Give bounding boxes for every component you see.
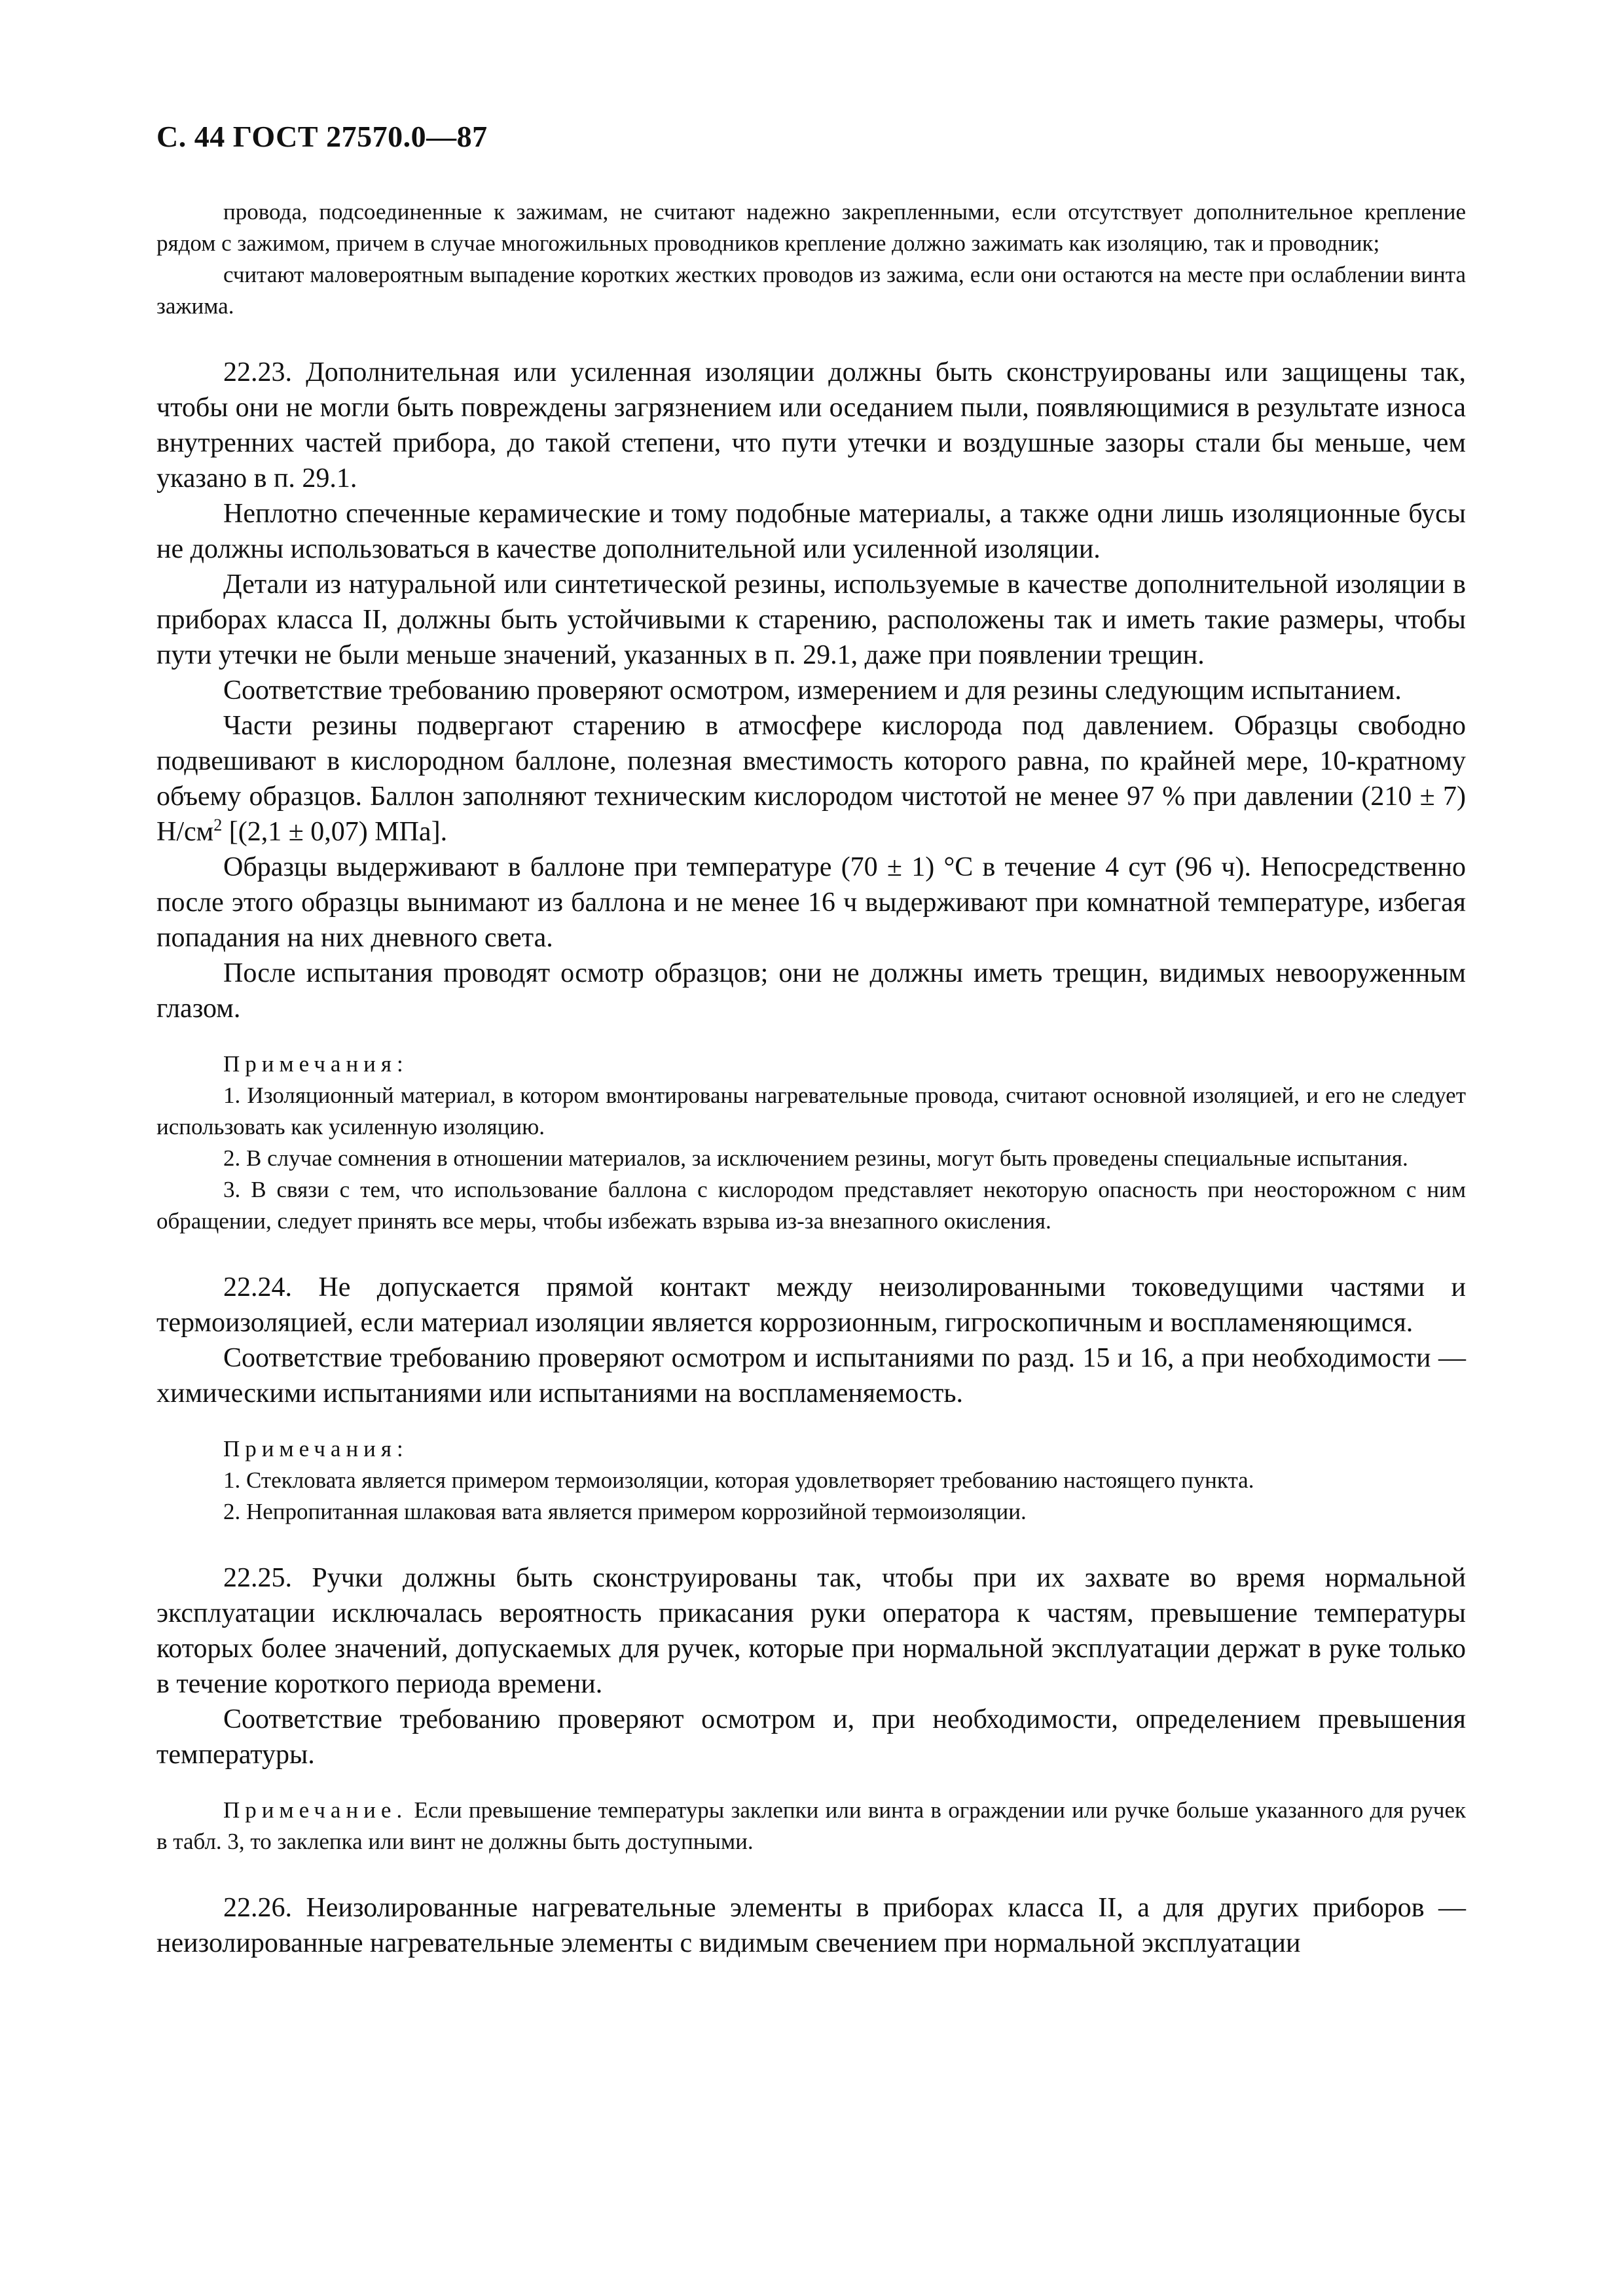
clause-22-23-paragraph-5-tail: [(2,1 ± 0,07) МПа]. xyxy=(222,817,448,847)
intro-paragraph-1: провода, подсоединенные к зажимам, не считают надежно закрепленными, если отсутствует дополнительное крепление рядом с зажимом, причем в случае многожильных проводников крепление должно зажимать как изоляцию, так и проводник; xyxy=(156,199,1466,256)
page-header: С. 44 ГОСТ 27570.0—87 xyxy=(156,120,488,153)
clause-22-23-paragraph-4: Соответствие требованию проверяют осмотром, измерением и для резины следующим испытанием. xyxy=(223,675,1402,706)
note-item: 2. В случае сомнения в отношении материалов, за исключением резины, могут быть проведены специальные испытания. xyxy=(223,1145,1408,1171)
note-item: 1. Стекловата является примером термоизоляции, которая удовлетворяет требованию настоящего пункта. xyxy=(223,1467,1254,1493)
note-item: 3. В связи с тем, что использование баллона с кислородом представляет некоторую опасность при неосторожном с ним обращении, следует принять все меры, чтобы избежать взрыва из-за внезапного окисления. xyxy=(156,1177,1466,1234)
clause-22-23-paragraph-3: Детали из натуральной или синтетической резины, используемые в качестве дополнительной изоляции в приборах класса II, должны быть устойчивыми к старению, расположены так и иметь такие размеры, чтобы пути утечки не были меньше значений, указанных в п. 29.1, даже при появлении трещин. xyxy=(156,569,1466,670)
clause-22-25-paragraph-2: Соответствие требованию проверяют осмотром и, при необходимости, определением превышения температуры. xyxy=(156,1704,1466,1770)
clause-22-23-paragraph-1: 22.23. Дополнительная или усиленная изоляции должны быть сконструированы или защищены так, чтобы они не могли быть повреждены загрязнением или оседанием пыли, появляющимися в результате износа внутренних частей прибора, до такой степени, что пути утечки и воздушные зазоры стали бы меньше, чем указано в п. 29.1. xyxy=(156,357,1466,493)
clause-22-26-paragraph-1: 22.26. Неизолированные нагревательные элементы в приборах класса II, а для других приборов — неизолированные нагревательные элементы с видимым свечением при нормальной эксплуатации xyxy=(156,1893,1466,1958)
note-label: Примечание. xyxy=(223,1797,408,1823)
clause-22-25-note xyxy=(156,1795,1466,1857)
note-item: 2. Непропитанная шлаковая вата является примером коррозийной термоизоляции. xyxy=(223,1499,1027,1524)
page-content xyxy=(156,196,1466,1961)
superscript: 2 xyxy=(213,816,223,834)
notes-title: Примечания: xyxy=(223,1436,409,1462)
clause-22-23-paragraph-6: Образцы выдерживают в баллоне при температуре (70 ± 1) °С в течение 4 сут (96 ч). Непосредственно после этого образцы вынимают из баллона и не менее 16 ч выдерживают при комнатной температуре, избегая попадания на них дневного света. xyxy=(156,852,1466,953)
clause-22-24-paragraph-1: 22.24. Не допускается прямой контакт между неизолированными токоведущими частями и термоизоляцией, если материал изоляции является коррозионным, гигроскопичным и воспламеняющимся. xyxy=(156,1272,1466,1338)
clause-22-23-paragraph-2: Неплотно спеченные керамические и тому подобные материалы, а также одни лишь изоляционные бусы не должны использоваться в качестве дополнительной или усиленной изоляции. xyxy=(156,499,1466,564)
clause-22-25-paragraph-1: 22.25. Ручки должны быть сконструированы так, чтобы при их захвате во время нормальной эксплуатации исключалась вероятность прикасания руки оператора к частям, превышение температуры которых более значений, допускаемых для ручек, которые при нормальной эксплуатации держат в руке только в течение короткого периода времени. xyxy=(156,1563,1466,1699)
clause-22-23-paragraph-5-text: Части резины подвергают старению в атмосфере кислорода под давлением. Образцы свободно подвешивают в кислородном баллоне, полезная вместимость которого равна, по крайней мере, 10-кратному объему образцов. Баллон заполняют техническим кислородом чистотой не менее 97 % при давлении (210 ± 7) Н/см xyxy=(156,711,1466,847)
intro-paragraph-2: считают маловероятным выпадение коротких жестких проводов из зажима, если они остаются на месте при ослаблении винта зажима. xyxy=(156,262,1466,319)
clause-22-23-paragraph-5 xyxy=(156,708,1466,850)
note-text: Если превышение температуры заклепки или винта в ограждении или ручке больше указанного для ручек в табл. 3, то заклепка или винт не должны быть доступными. xyxy=(156,1797,1466,1854)
clause-22-24-paragraph-2: Соответствие требованию проверяют осмотром и испытаниями по разд. 15 и 16, а при необходимости — химическими испытаниями или испытаниями на воспламеняемость. xyxy=(156,1343,1466,1408)
clause-22-23-paragraph-7: После испытания проводят осмотр образцов; они не должны иметь трещин, видимых невооруженным глазом. xyxy=(156,958,1466,1024)
notes-title: Примечания: xyxy=(223,1051,409,1077)
note-item: 1. Изоляционный материал, в котором вмонтированы нагревательные провода, считают основной изоляцией, и его не следует использовать как усиленную изоляцию. xyxy=(156,1083,1466,1139)
